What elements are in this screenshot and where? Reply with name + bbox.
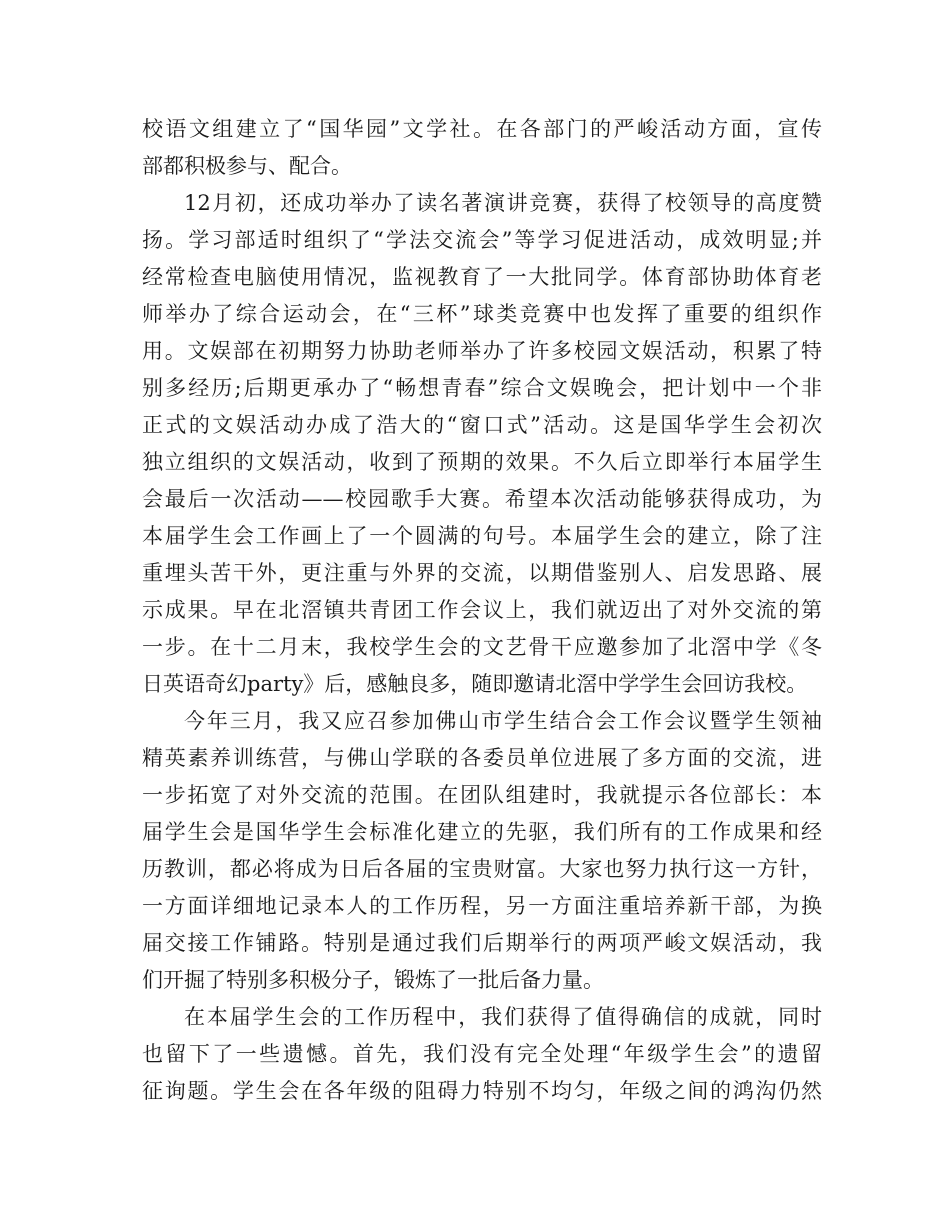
document-body — [142, 111, 822, 1110]
text-line: 部都积极参与、配合。 — [142, 154, 352, 178]
text-line: 届学生会是国华学生会标准化建立的先驱，我们所有的工作成果和经 — [142, 820, 822, 844]
text-line: 经常检查电脑使用情况，监视教育了一大批同学。体育部协助体育老 — [142, 265, 822, 289]
text-line: 重埋头苦干外，更注重与外界的交流，以期借鉴别人、启发思路、展 — [142, 561, 822, 585]
paragraph — [142, 111, 822, 185]
text-line: 本届学生会工作画上了一个圆满的句号。本届学生会的建立，除了注 — [142, 524, 822, 548]
text-line: 们开掘了特别多积极分子，锻炼了一批后备力量。 — [142, 968, 604, 992]
text-line: 届交接工作铺路。特别是通过我们后期举行的两项严峻文娱活动，我 — [142, 931, 822, 955]
text-line: 师举办了综合运动会，在“三杯”球类竞赛中也发挥了重要的组织作 — [142, 302, 822, 326]
text-line: 校语文组建立了“国华园”文学社。在各部门的严峻活动方面，宣传 — [142, 117, 822, 141]
text-line: 一步。在十二月末，我校学生会的文艺骨干应邀参加了北滘中学《冬 — [142, 635, 822, 659]
text-line: 别多经历;后期更承办了“畅想青春”综合文娱晚会，把计划中一个非 — [142, 376, 822, 400]
text-line: 12月初，还成功举办了读名著演讲竞赛，获得了校领导的高度赞 — [184, 191, 822, 215]
text-line: 也留下了一些遗憾。首先，我们没有完全处理“年级学生会”的遗留 — [142, 1042, 822, 1066]
text-line: 会最后一次活动——校园歌手大赛。希望本次活动能够获得成功，为 — [142, 487, 822, 511]
text-line: 在本届学生会的工作历程中，我们获得了值得确信的成就，同时 — [184, 1005, 822, 1029]
text-line: 今年三月，我又应召参加佛山市学生结合会工作会议暨学生领袖 — [184, 709, 822, 733]
paragraph — [142, 185, 822, 703]
text-line: 独立组织的文娱活动，收到了预期的效果。不久后立即举行本届学生 — [142, 450, 822, 474]
text-line: 扬。学习部适时组织了“学法交流会”等学习促进活动，成效明显;并 — [142, 228, 822, 252]
paragraph — [142, 999, 822, 1110]
text-line: 日英语奇幻party》后，感触良多，随即邀请北滘中学学生会回访我校。 — [142, 672, 808, 696]
text-line: 征询题。学生会在各年级的阻碍力特别不均匀，年级之间的鸿沟仍然 — [142, 1079, 822, 1103]
text-line: 一方面详细地记录本人的工作历程，另一方面注重培养新干部，为换 — [142, 894, 822, 918]
paragraph — [142, 703, 822, 999]
text-line: 一步拓宽了对外交流的范围。在团队组建时，我就提示各位部长：本 — [142, 783, 822, 807]
text-line: 示成果。早在北滘镇共青团工作会议上，我们就迈出了对外交流的第 — [142, 598, 822, 622]
text-line: 用。文娱部在初期努力协助老师举办了许多校园文娱活动，积累了特 — [142, 339, 822, 363]
text-line: 历教训，都必将成为日后各届的宝贵财富。大家也努力执行这一方针， — [142, 857, 822, 881]
text-line: 正式的文娱活动办成了浩大的“窗口式”活动。这是国华学生会初次 — [142, 413, 822, 437]
text-line: 精英素养训练营，与佛山学联的各委员单位进展了多方面的交流，进 — [142, 746, 822, 770]
